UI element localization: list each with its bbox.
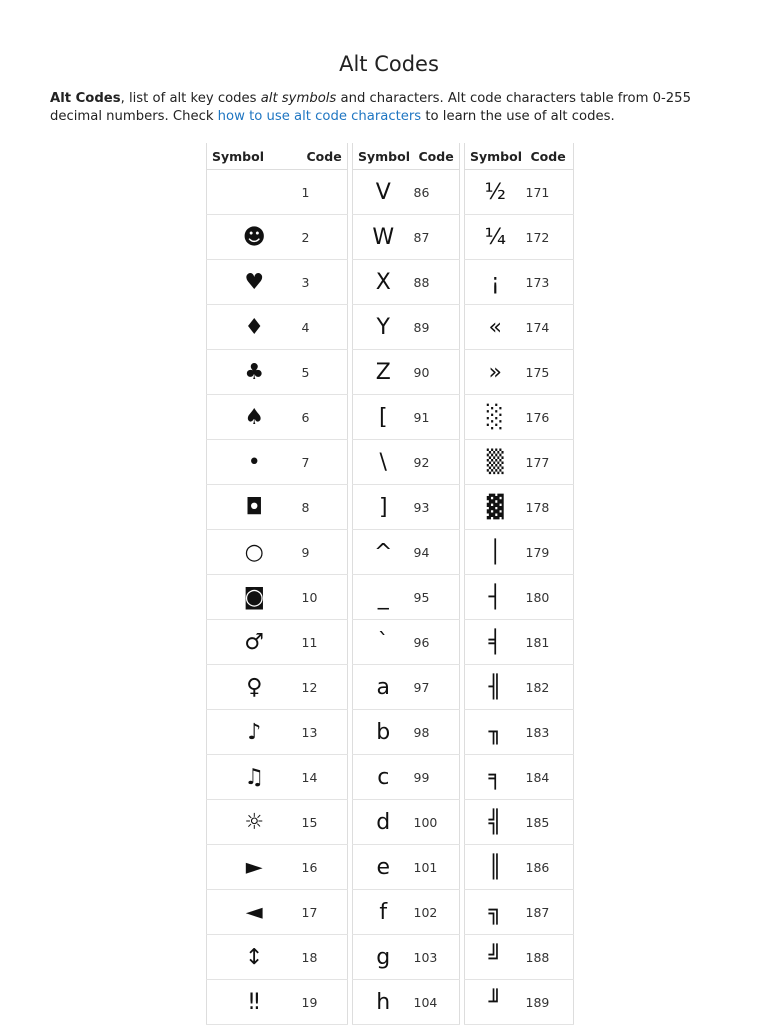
symbol-cell: ╡: [465, 620, 526, 665]
code-column-header: Code: [526, 143, 574, 170]
symbol-cell: •: [207, 440, 302, 485]
alt-code-table-2: [352, 143, 460, 1025]
symbol-cell: ╝: [465, 935, 526, 980]
symbol-cell: ♠: [207, 395, 302, 440]
table-row: [353, 980, 460, 1025]
symbol-cell: ‼: [207, 980, 302, 1025]
code-cell: 1: [302, 170, 348, 215]
table-row: [353, 845, 460, 890]
table-row: [353, 260, 460, 305]
code-cell: 4: [302, 305, 348, 350]
code-cell: 6: [302, 395, 348, 440]
code-cell: 181: [526, 620, 574, 665]
symbol-cell: X: [353, 260, 414, 305]
code-cell: 86: [414, 170, 460, 215]
table-row: [353, 440, 460, 485]
symbol-cell: ░: [465, 395, 526, 440]
code-cell: 7: [302, 440, 348, 485]
table-row: [465, 395, 574, 440]
table-row: [207, 845, 348, 890]
symbol-cell: ┤: [465, 575, 526, 620]
code-cell: 182: [526, 665, 574, 710]
table-row: [353, 575, 460, 620]
code-cell: 94: [414, 530, 460, 575]
symbol-cell: \: [353, 440, 414, 485]
table-row: [465, 800, 574, 845]
symbol-cell: ☻: [207, 215, 302, 260]
code-cell: 16: [302, 845, 348, 890]
table-row: [353, 215, 460, 260]
table-row: [207, 800, 348, 845]
table-row: [353, 665, 460, 710]
table-row: [207, 980, 348, 1025]
code-cell: 91: [414, 395, 460, 440]
code-cell: 13: [302, 710, 348, 755]
symbol-cell: W: [353, 215, 414, 260]
table-row: [353, 485, 460, 530]
code-cell: 88: [414, 260, 460, 305]
intro-bold-term: Alt Codes: [50, 91, 121, 106]
code-cell: 10: [302, 575, 348, 620]
table-row: [207, 755, 348, 800]
symbol-cell: ╣: [465, 800, 526, 845]
symbol-cell: ╢: [465, 665, 526, 710]
table-row: [353, 710, 460, 755]
table-row: [353, 395, 460, 440]
table-row: [465, 710, 574, 755]
symbol-cell: ^: [353, 530, 414, 575]
code-cell: 93: [414, 485, 460, 530]
symbol-cell: ♀: [207, 665, 302, 710]
code-cell: 187: [526, 890, 574, 935]
table-row: [207, 215, 348, 260]
code-column-header: Code: [302, 143, 348, 170]
symbol-cell: ½: [465, 170, 526, 215]
symbol-cell: g: [353, 935, 414, 980]
code-cell: 189: [526, 980, 574, 1025]
table-row: [353, 305, 460, 350]
code-cell: 177: [526, 440, 574, 485]
code-cell: 176: [526, 395, 574, 440]
intro-text-2: and characters. Alt code characters table from 0-255 decimal numbers. Check: [50, 91, 691, 124]
code-cell: 97: [414, 665, 460, 710]
table-row: [465, 980, 574, 1025]
intro-italic-term: alt symbols: [260, 91, 337, 106]
intro-text-1: , list of alt key codes: [120, 91, 261, 106]
table-row: [353, 800, 460, 845]
table-row: [207, 710, 348, 755]
symbol-cell: ☼: [207, 800, 302, 845]
symbol-cell: ◙: [207, 575, 302, 620]
code-cell: 179: [526, 530, 574, 575]
symbol-cell: e: [353, 845, 414, 890]
code-cell: 172: [526, 215, 574, 260]
symbol-cell: ╜: [465, 980, 526, 1025]
symbol-cell: f: [353, 890, 414, 935]
code-cell: 8: [302, 485, 348, 530]
symbol-cell: ♥: [207, 260, 302, 305]
symbol-cell: ║: [465, 845, 526, 890]
table-row: [465, 575, 574, 620]
code-cell: 15: [302, 800, 348, 845]
table-row: [465, 305, 574, 350]
code-cell: 90: [414, 350, 460, 395]
alt-code-table-1: [206, 143, 348, 1025]
symbol-cell: ╗: [465, 890, 526, 935]
how-to-use-link[interactable]: how to use alt code characters: [217, 109, 422, 124]
code-cell: 96: [414, 620, 460, 665]
table-row: [353, 890, 460, 935]
intro-paragraph: [50, 90, 710, 126]
code-cell: 14: [302, 755, 348, 800]
table-row: [207, 575, 348, 620]
code-cell: 185: [526, 800, 574, 845]
code-cell: 184: [526, 755, 574, 800]
code-column-header: Code: [414, 143, 460, 170]
symbol-cell: ○: [207, 530, 302, 575]
code-cell: 104: [414, 980, 460, 1025]
symbol-cell: h: [353, 980, 414, 1025]
symbol-cell: Z: [353, 350, 414, 395]
symbol-column-header: Symbol: [207, 143, 302, 170]
code-cell: 101: [414, 845, 460, 890]
code-cell: 87: [414, 215, 460, 260]
code-cell: 17: [302, 890, 348, 935]
table-row: [207, 170, 348, 215]
table-row: [207, 395, 348, 440]
symbol-cell: ♂: [207, 620, 302, 665]
table-row: [207, 440, 348, 485]
table-row: [465, 530, 574, 575]
symbol-cell: _: [353, 575, 414, 620]
code-cell: 173: [526, 260, 574, 305]
symbol-cell: ]: [353, 485, 414, 530]
code-cell: 9: [302, 530, 348, 575]
symbol-cell: ►: [207, 845, 302, 890]
table-row: [465, 440, 574, 485]
alt-code-table-3: [464, 143, 574, 1025]
table-row: [207, 350, 348, 395]
symbol-cell: Y: [353, 305, 414, 350]
symbol-cell: ◘: [207, 485, 302, 530]
table-row: [353, 755, 460, 800]
symbol-cell: b: [353, 710, 414, 755]
code-cell: 188: [526, 935, 574, 980]
code-cell: 98: [414, 710, 460, 755]
symbol-cell: `: [353, 620, 414, 665]
table-row: [207, 485, 348, 530]
table-row: [465, 935, 574, 980]
table-row: [353, 530, 460, 575]
code-cell: 174: [526, 305, 574, 350]
symbol-cell: ♦: [207, 305, 302, 350]
table-row: [207, 935, 348, 980]
code-cell: 180: [526, 575, 574, 620]
code-cell: 18: [302, 935, 348, 980]
table-row: [465, 485, 574, 530]
table-row: [207, 620, 348, 665]
code-cell: 171: [526, 170, 574, 215]
symbol-cell: ▒: [465, 440, 526, 485]
symbol-cell: d: [353, 800, 414, 845]
intro-text-3: to learn the use of alt codes.: [421, 109, 615, 124]
table-row: [465, 890, 574, 935]
symbol-cell: ╕: [465, 755, 526, 800]
symbol-column-header: Symbol: [465, 143, 526, 170]
symbol-cell: ♪: [207, 710, 302, 755]
symbol-cell: [: [353, 395, 414, 440]
symbol-cell: »: [465, 350, 526, 395]
code-cell: 99: [414, 755, 460, 800]
symbol-cell: V: [353, 170, 414, 215]
table-row: [353, 620, 460, 665]
code-cell: 100: [414, 800, 460, 845]
code-cell: 89: [414, 305, 460, 350]
code-cell: 19: [302, 980, 348, 1025]
table-row: [353, 170, 460, 215]
symbol-cell: a: [353, 665, 414, 710]
code-cell: 103: [414, 935, 460, 980]
code-cell: 186: [526, 845, 574, 890]
table-row: [353, 935, 460, 980]
table-row: [465, 260, 574, 305]
table-row: [465, 620, 574, 665]
table-row: [465, 215, 574, 260]
table-row: [207, 530, 348, 575]
alt-code-tables: [206, 143, 574, 1015]
code-cell: 5: [302, 350, 348, 395]
symbol-cell: ▓: [465, 485, 526, 530]
table-row: [207, 890, 348, 935]
table-row: [207, 665, 348, 710]
code-cell: 2: [302, 215, 348, 260]
symbol-column-header: Symbol: [353, 143, 414, 170]
table-row: [465, 350, 574, 395]
table-row: [207, 260, 348, 305]
symbol-cell: ◄: [207, 890, 302, 935]
symbol-cell: [207, 170, 302, 215]
symbol-cell: ♫: [207, 755, 302, 800]
table-row: [465, 665, 574, 710]
table-row: [465, 170, 574, 215]
table-row: [353, 350, 460, 395]
table-row: [465, 755, 574, 800]
symbol-cell: c: [353, 755, 414, 800]
symbol-cell: ¡: [465, 260, 526, 305]
symbol-cell: ¼: [465, 215, 526, 260]
code-cell: 12: [302, 665, 348, 710]
code-cell: 183: [526, 710, 574, 755]
table-row: [465, 845, 574, 890]
code-cell: 178: [526, 485, 574, 530]
symbol-cell: ♣: [207, 350, 302, 395]
symbol-cell: │: [465, 530, 526, 575]
code-cell: 92: [414, 440, 460, 485]
code-cell: 11: [302, 620, 348, 665]
page-title: Alt Codes: [339, 52, 439, 76]
symbol-cell: ↕: [207, 935, 302, 980]
table-row: [207, 305, 348, 350]
symbol-cell: ╖: [465, 710, 526, 755]
code-cell: 3: [302, 260, 348, 305]
code-cell: 102: [414, 890, 460, 935]
code-cell: 175: [526, 350, 574, 395]
symbol-cell: «: [465, 305, 526, 350]
code-cell: 95: [414, 575, 460, 620]
